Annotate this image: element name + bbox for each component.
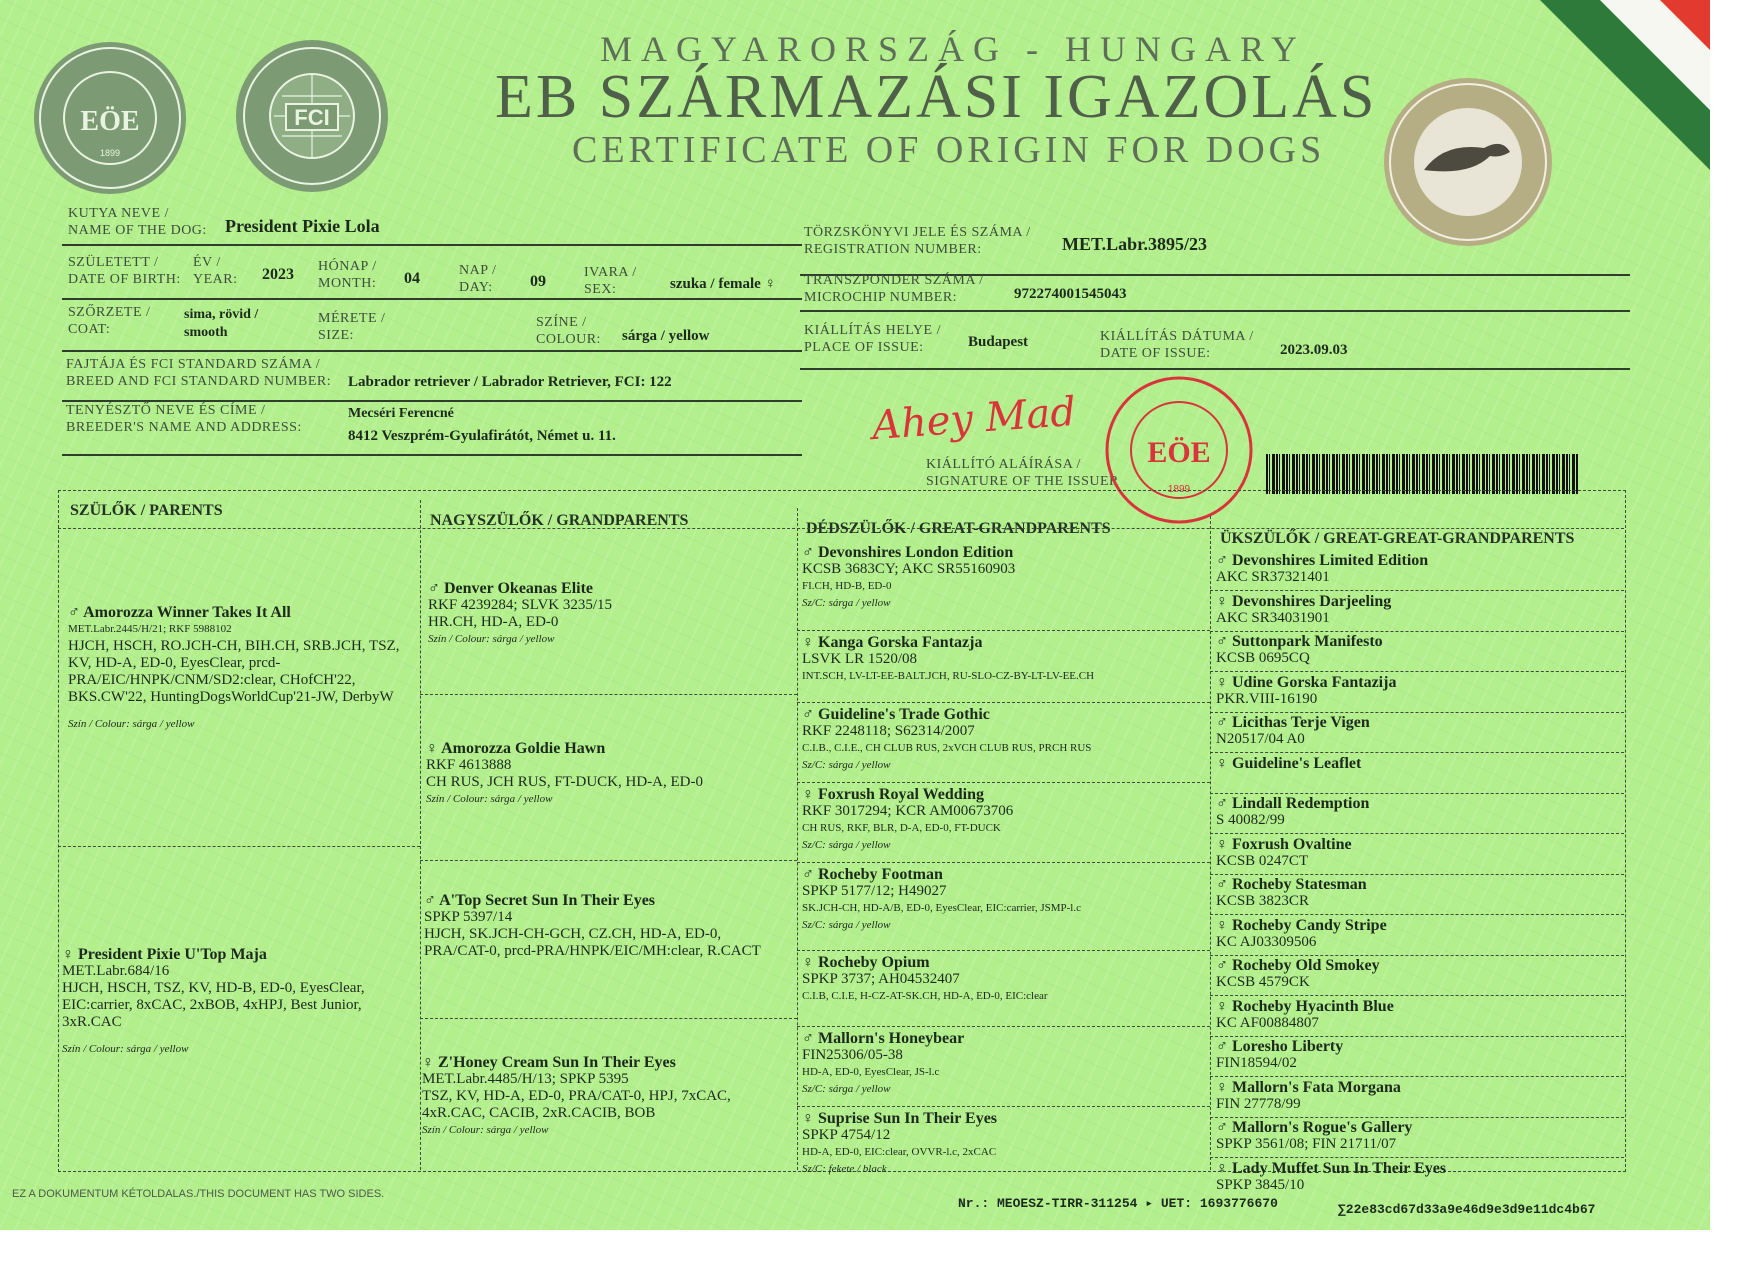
great-grandparent-6: ♀ Rocheby Opium SPKP 3737; AH04532407 C.I.B, C.I.E, H-CZ-AT-SK.CH, HD-A, ED-0, EIC:clear (802, 954, 1048, 1002)
row-divider (1210, 1157, 1624, 1158)
colour-label: SZÍNE / COLOUR: (536, 315, 601, 347)
header-row-divider (58, 528, 1624, 529)
great-great-grandparent-8: ♀ Foxrush Ovaltine KCSB 0247CT (1216, 835, 1352, 869)
grandparent-1: ♂ Denver Okeanas Elite RKF 4239284; SLVK 3235/15 HR.CH, HD-A, ED-0 Szín / Colour: sárga / yellow (428, 580, 613, 645)
date-label: KIÁLLÍTÁS DÁTUMA / DATE OF ISSUE: (1100, 329, 1254, 361)
row-divider (1210, 874, 1624, 875)
parent-sire: ♂ Amorozza Winner Takes It All MET.Labr.2445/H/21; RKF 5988102 HJCH, HSCH, RO.JCH-CH, BIH.CH, SRB.JCH, TSZ, KV, HD-A, ED-0, EyesClear, prcd-PRA/EIC/HNPK/CNM/SD2:clear, CHofCH'22, BKS.CW'22, HuntingDogsWorldCup'21-JW, DerbyW Szín / Colour: sárga / yellow (68, 604, 400, 730)
microchip-label: TRANSZPONDER SZÁMA / MICROCHIP NUMBER: (804, 273, 984, 305)
parent-dam: ♀ President Pixie U'Top Maja MET.Labr.684/16 HJCH, HSCH, TSZ, KV, HD-B, ED-0, EyesClear, EIC:carrier, 8xCAC, 2xBOB, 4xHPJ, Best Junior, 3xR.CAC Szín / Colour: sárga / yellow (62, 946, 365, 1055)
size-label: MÉRETE / SIZE: (318, 311, 386, 343)
row-divider (1210, 631, 1624, 632)
great-grandparent-5: ♂ Rocheby Footman SPKP 5177/12; H49027 SK.JCH-CH, HD-A/B, ED-0, EyesClear, EIC:carrier, JSMP-l.c Sz/C: sárga / yellow (802, 866, 1081, 931)
day-label: NAP / DAY: (459, 263, 497, 295)
great-great-grandparent-12: ♀ Rocheby Hyacinth Blue KC AF00884807 (1216, 997, 1394, 1031)
great-great-grandparent-6: ♀ Guideline's Leaflet (1216, 754, 1362, 772)
document-subtitle: CERTIFICATE OF ORIGIN FOR DOGS (572, 129, 1326, 171)
great-great-grandparent-2: ♀ Devonshires Darjeeling AKC SR34031901 (1216, 592, 1392, 626)
header-grandparents: NAGYSZÜLŐK / GRANDPARENTS (430, 512, 689, 529)
row-divider (1210, 995, 1624, 996)
great-great-grandparent-16: ♀ Lady Muffet Sun In Their Eyes SPKP 3845/10 (1216, 1159, 1447, 1193)
place-label: KIÁLLÍTÁS HELYE / PLACE OF ISSUE: (804, 323, 941, 355)
sex-value: szuka / female ♀ (670, 276, 776, 292)
signature-label: KIÁLLÍTÓ ALÁÍRÁSA / SIGNATURE OF THE ISSUER (926, 457, 1119, 489)
document-title: EB SZÁRMAZÁSI IGAZOLÁS (495, 63, 1378, 131)
great-great-grandparent-9: ♂ Rocheby Statesman KCSB 3823CR (1216, 876, 1367, 909)
two-sides-note: EZ A DOKUMENTUM KÉTOLDALAS./THIS DOCUMENT HAS TWO SIDES. (12, 1188, 385, 1200)
great-great-grandparent-7: ♂ Lindall Redemption S 40082/99 (1216, 795, 1370, 828)
year-value: 2023 (262, 266, 294, 283)
eoe-seal-year: 1899 (99, 148, 121, 158)
great-great-grandparent-3: ♂ Suttonpark Manifesto KCSB 0695CQ (1216, 633, 1383, 666)
row-divider (1210, 1036, 1624, 1037)
fci-seal-mark: FCI (294, 105, 330, 130)
row-divider (797, 782, 1210, 783)
document-number: Nr.: MEOESZ-TIRR-311254 ▸ UET: 1693776670 (958, 1196, 1278, 1211)
row-divider (1210, 833, 1624, 834)
column-divider (1210, 516, 1211, 1170)
issuer-signature: Ahey Mad (870, 388, 1078, 450)
row-divider (420, 694, 797, 695)
grandparent-2: ♀ Amorozza Goldie Hawn RKF 4613888 CH RUS, JCH RUS, FT-DUCK, HD-A, ED-0 Szín / Colour: sárga / yellow (426, 740, 703, 805)
great-grandparent-3: ♂ Guideline's Trade Gothic RKF 2248118; S62314/2007 C.I.B., C.I.E., CH CLUB RUS, 2xVCH CLUB RUS, PRCH RUS Sz/C: sárga / yellow (802, 706, 1092, 771)
row-divider (1210, 1076, 1624, 1077)
eoe-seal (30, 38, 190, 198)
header-parents: SZÜLŐK / PARENTS (70, 502, 223, 519)
breeder-name: Mecséri Ferencné (348, 406, 454, 421)
stamp-mark: EÖE (1147, 436, 1211, 469)
great-great-grandparent-11: ♂ Rocheby Old Smokey KCSB 4579CK (1216, 957, 1380, 990)
year-label: ÉV / YEAR: (193, 255, 238, 287)
header-great-grandparents: DÉDSZÜLŐK / GREAT-GRANDPARENTS (806, 520, 1111, 537)
row-divider (1210, 671, 1624, 672)
row-divider (1210, 712, 1624, 713)
breed-value: Labrador retriever / Labrador Retriever, FCI: 122 (348, 374, 672, 390)
registration-value: MET.Labr.3895/23 (1062, 234, 1208, 254)
great-grandparent-7: ♂ Mallorn's Honeybear FIN25306/05-38 HD-A, ED-0, EyesClear, JS-l.c Sz/C: sárga / yellow (802, 1030, 965, 1095)
great-great-grandparent-10: ♀ Rocheby Candy Stripe KC AJ03309506 (1216, 916, 1387, 950)
row-divider (797, 702, 1210, 703)
document-hash: ∑22e83cd67d33a9e46d9e3d9e11dc4b67 (1338, 1202, 1596, 1217)
sex-label: IVARA / SEX: (584, 265, 637, 297)
row-divider (797, 1106, 1210, 1107)
great-grandparent-8: ♀ Suprise Sun In Their Eyes SPKP 4754/12 HD-A, ED-0, EIC:clear, OVVR-l.c, 2xCAC Sz/C: fekete / black (802, 1110, 998, 1175)
divider (62, 350, 802, 352)
eoe-seal-mark: EÖE (80, 106, 140, 137)
place-value: Budapest (968, 334, 1029, 350)
barcode (1266, 454, 1578, 494)
grandparent-3: ♂ A'Top Secret Sun In Their Eyes SPKP 5397/14 HJCH, SK.JCH-CH-GCH, CZ.CH, HD-A, ED-0, PRA/CAT-0, prcd-PRA/HNPK/EIC/MH:clear, R.CACT (424, 892, 761, 959)
day-value: 09 (530, 273, 546, 290)
row-divider (1210, 590, 1624, 591)
row-divider (1210, 914, 1624, 915)
row-divider (420, 860, 797, 861)
month-value: 04 (404, 270, 420, 287)
fci-seal (232, 36, 392, 196)
country-title: MAGYARORSZÁG - HUNGARY (600, 29, 1307, 69)
retriever-club-seal (1380, 74, 1556, 250)
great-great-grandparent-14: ♀ Mallorn's Fata Morgana FIN 27778/99 (1216, 1078, 1401, 1112)
grandparent-4: ♀ Z'Honey Cream Sun In Their Eyes MET.Labr.4485/H/13; SPKP 5395 TSZ, KV, HD-A, ED-0, PRA/CAT-0, HPJ, 7xCAC, 4xR.CAC, CACIB, 2xR.CACIB, BOB Szín / Colour: sárga / yellow (422, 1054, 731, 1136)
divider (62, 244, 802, 246)
column-divider (420, 500, 421, 1170)
dob-label: SZÜLETETT / DATE OF BIRTH: (68, 255, 181, 287)
great-great-grandparent-5: ♂ Licithas Terje Vigen N20517/04 A0 (1216, 714, 1370, 747)
colour-value: sárga / yellow (622, 328, 710, 344)
coat-value: sima, rövid / smooth (184, 307, 259, 340)
header-great-great-grandparents: ÜKSZÜLŐK / GREAT-GREAT-GRANDPARENTS (1220, 530, 1575, 547)
breeder-label: TENYÉSZTŐ NEVE ÉS CÍME / BREEDER'S NAME AND ADDRESS: (66, 403, 302, 435)
great-grandparent-2: ♀ Kanga Gorska Fantazja LSVK LR 1520/08 INT.SCH, LV-LT-EE-BALT.JCH, RU-SLO-CZ-BY-LT-LV-EE.CH (802, 634, 1095, 682)
row-divider (797, 862, 1210, 863)
row-divider (797, 1026, 1210, 1027)
dog-name-label: KUTYA NEVE / NAME OF THE DOG: (68, 206, 207, 238)
dog-name-value: President Pixie Lola (225, 216, 380, 236)
divider (62, 298, 802, 300)
row-divider (1210, 1117, 1624, 1118)
great-great-grandparent-13: ♂ Loresho Liberty FIN18594/02 (1216, 1038, 1344, 1071)
breeder-address: 8412 Veszprém-Gyulafirátót, Német u. 11. (348, 428, 616, 444)
column-divider (797, 508, 798, 1170)
divider (800, 310, 1630, 312)
divider (62, 454, 802, 456)
row-divider (1210, 752, 1624, 753)
coat-label: SZŐRZETE / COAT: (68, 305, 151, 337)
month-label: HÓNAP / MONTH: (318, 259, 377, 291)
great-great-grandparent-15: ♂ Mallorn's Rogue's Gallery SPKP 3561/08; FIN 21711/07 (1216, 1119, 1413, 1152)
registration-label: TÖRZSKÖNYVI JELE ÉS SZÁMA / REGISTRATION NUMBER: (804, 225, 1031, 257)
great-great-grandparent-4: ♀ Udine Gorska Fantazija PKR.VIII-16190 (1216, 673, 1397, 707)
row-divider (797, 950, 1210, 951)
stamp-year: 1899 (1167, 484, 1191, 495)
date-value: 2023.09.03 (1280, 342, 1348, 358)
row-divider (1210, 955, 1624, 956)
row-divider (58, 846, 420, 847)
great-grandparent-4: ♀ Foxrush Royal Wedding RKF 3017294; KCR AM00673706 CH RUS, RKF, BLR, D-A, ED-0, FT-DUCK Sz/C: sárga / yellow (802, 786, 1014, 851)
great-grandparent-1: ♂ Devonshires London Edition KCSB 3683CY; AKC SR55160903 FI.CH, HD-B, ED-0 Sz/C: sárga / yellow (802, 544, 1016, 609)
breed-label: FAJTÁJA ÉS FCI STANDARD SZÁMA / BREED AND FCI STANDARD NUMBER: (66, 357, 332, 389)
row-divider (797, 630, 1210, 631)
great-great-grandparent-1: ♂ Devonshires Limited Edition AKC SR37321401 (1216, 552, 1429, 585)
microchip-value: 972274001545043 (1014, 286, 1127, 302)
row-divider (1210, 793, 1624, 794)
row-divider (420, 1018, 797, 1019)
